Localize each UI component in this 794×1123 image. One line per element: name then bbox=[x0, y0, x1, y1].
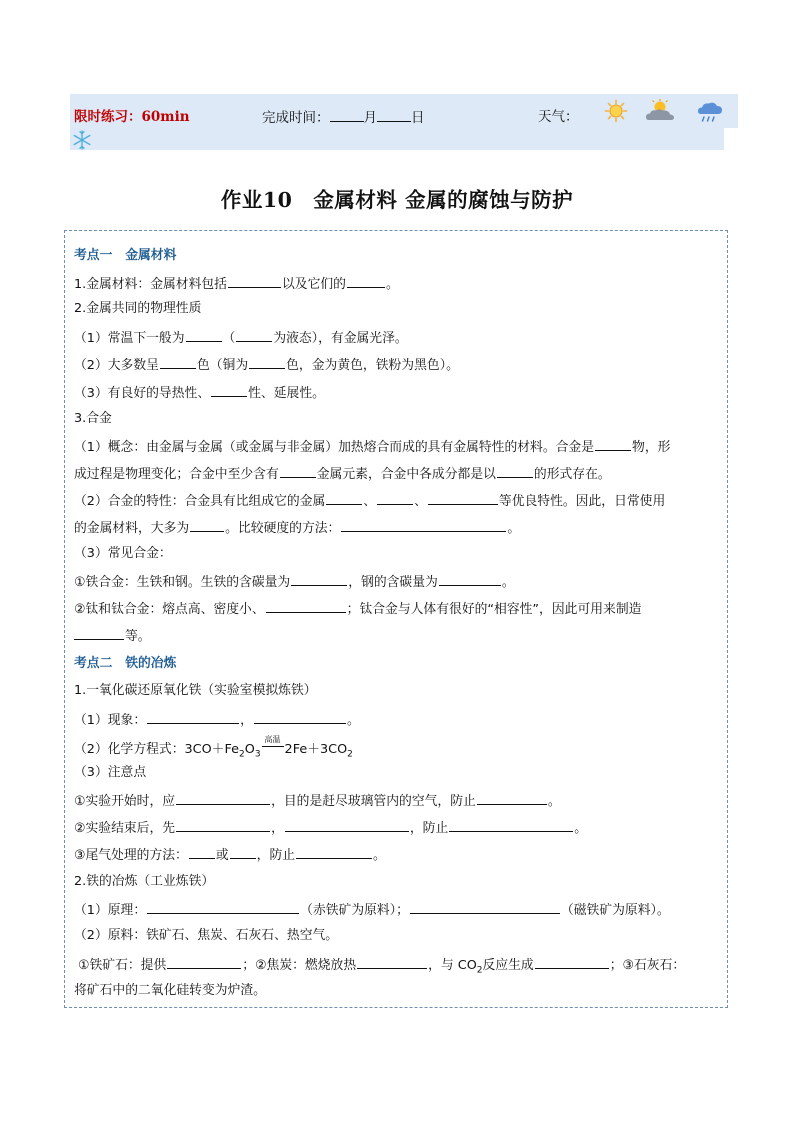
month-label: 月 bbox=[363, 110, 377, 126]
s1-line-10 bbox=[74, 518, 520, 538]
answer-blank[interactable] bbox=[249, 355, 285, 369]
s2-line-5 bbox=[74, 791, 561, 811]
answer-blank[interactable] bbox=[377, 491, 413, 505]
s1-line-12 bbox=[74, 572, 515, 592]
text: ②实验结束后，先 bbox=[74, 821, 176, 836]
text: （磁铁矿为原料）。 bbox=[560, 903, 670, 918]
text: 。 bbox=[507, 521, 521, 536]
answer-blank[interactable] bbox=[449, 818, 573, 832]
text: 。 bbox=[373, 848, 386, 863]
answer-blank[interactable] bbox=[190, 518, 224, 532]
text: 。 bbox=[385, 277, 399, 292]
text: ，与 CO bbox=[428, 958, 477, 973]
sun-icon bbox=[604, 99, 628, 123]
text: 、 bbox=[414, 494, 427, 509]
text: 反应生成 bbox=[482, 958, 534, 973]
text: （2）大多数呈 bbox=[74, 358, 159, 373]
header-banner-tab bbox=[724, 94, 738, 128]
section-heading-2: 考点二 铁的冶炼 bbox=[74, 656, 177, 671]
s2-line-7 bbox=[74, 845, 386, 865]
answer-blank[interactable] bbox=[189, 845, 215, 859]
s1-line-1 bbox=[74, 274, 399, 294]
text: 。 bbox=[501, 575, 515, 590]
s2-line-6 bbox=[74, 818, 587, 838]
text: 2Fe＋3CO bbox=[284, 742, 348, 757]
s2-line-2 bbox=[74, 710, 360, 730]
snowflake-icon bbox=[72, 130, 92, 150]
text: 。比较硬度的方法： bbox=[225, 521, 341, 536]
text: ；钛合金与人体有很好的“相容性”，因此可用来制造 bbox=[346, 602, 642, 617]
text: ①实验开始时，应 bbox=[74, 794, 176, 809]
answer-blank[interactable] bbox=[595, 437, 631, 451]
finish-time bbox=[262, 108, 425, 127]
text: 为液态），有金属光泽。 bbox=[273, 331, 408, 346]
subscript: 2 bbox=[476, 965, 483, 976]
text: 等。 bbox=[125, 629, 151, 644]
s1-line-14 bbox=[74, 626, 151, 646]
text: 的金属材料，大多为 bbox=[74, 521, 190, 536]
text: ；②焦炭：燃烧放热 bbox=[242, 958, 357, 973]
s2-line-3-equation bbox=[74, 737, 353, 759]
answer-blank[interactable] bbox=[357, 955, 427, 969]
s2-line-12: 将矿石中的二氧化硅转变为炉渣。 bbox=[74, 983, 266, 998]
answer-blank[interactable] bbox=[291, 572, 347, 586]
s1-line-3 bbox=[74, 328, 408, 348]
s2-line-4: （3）注意点 bbox=[74, 765, 147, 780]
s1-line-13 bbox=[74, 599, 641, 619]
text: ③尾气处理的方法： bbox=[74, 848, 188, 863]
s1-line-11: （3）常见合金： bbox=[74, 546, 172, 561]
text: ， bbox=[240, 713, 253, 728]
text: ，防止 bbox=[409, 821, 449, 836]
text: （2）合金的特性：合金具有比组成它的金属 bbox=[74, 494, 326, 509]
text: 色，金为黄色，铁粉为黑色）。 bbox=[286, 358, 459, 373]
answer-blank[interactable] bbox=[230, 845, 256, 859]
rain-cloud-icon bbox=[697, 99, 723, 125]
answer-blank[interactable] bbox=[341, 518, 506, 532]
answer-blank[interactable] bbox=[167, 955, 241, 969]
answer-blank[interactable] bbox=[236, 328, 272, 342]
s2-line-10: （2）原料：铁矿石、焦炭、石灰石、热空气。 bbox=[74, 928, 339, 943]
section-heading-1: 考点一 金属材料 bbox=[74, 248, 177, 263]
reaction-condition: 高温 bbox=[264, 735, 281, 744]
text: 。 bbox=[574, 821, 588, 836]
s1-line-6: 3.合金 bbox=[74, 411, 112, 426]
page-title: 作业10 金属材料 金属的腐蚀与防护 bbox=[220, 188, 574, 212]
answer-blank[interactable] bbox=[296, 845, 372, 859]
answer-blank[interactable] bbox=[186, 328, 222, 342]
answer-blank[interactable] bbox=[326, 491, 362, 505]
answer-blank[interactable] bbox=[160, 355, 196, 369]
text: 色（铜为 bbox=[196, 358, 249, 373]
reaction-condition-arrow bbox=[262, 737, 284, 753]
text: ①铁矿石：提供 bbox=[78, 958, 167, 973]
s2-line-1: 1.一氧化碳还原氧化铁（实验室模拟炼铁） bbox=[74, 683, 317, 698]
text: （ bbox=[222, 331, 236, 346]
day-blank bbox=[377, 108, 411, 122]
answer-blank[interactable] bbox=[347, 274, 385, 288]
text: 。 bbox=[547, 794, 561, 809]
answer-blank[interactable] bbox=[74, 626, 124, 640]
subscript: 2 bbox=[239, 749, 245, 760]
text: ，防止 bbox=[256, 848, 296, 863]
s2-line-8: 2.铁的冶炼（工业炼铁） bbox=[74, 874, 215, 889]
answer-blank[interactable] bbox=[535, 955, 609, 969]
text: （3）有良好的导热性、 bbox=[74, 386, 211, 401]
s1-line-9 bbox=[74, 491, 665, 511]
s1-line-5 bbox=[74, 383, 325, 403]
text: 性、延展性。 bbox=[248, 386, 325, 401]
text: 或 bbox=[215, 848, 229, 863]
s2-line-11 bbox=[78, 955, 685, 975]
answer-blank[interactable] bbox=[254, 710, 346, 724]
text: 金属元素，合金中各成分都是以 bbox=[316, 467, 496, 482]
subscript: 3 bbox=[254, 749, 261, 760]
answer-blank[interactable] bbox=[280, 464, 316, 478]
text: 物，形 bbox=[632, 440, 671, 455]
answer-blank[interactable] bbox=[147, 900, 299, 914]
answer-blank[interactable] bbox=[266, 599, 346, 613]
answer-blank[interactable] bbox=[211, 383, 247, 397]
text: ②钛和钛合金：熔点高、密度小、 bbox=[74, 602, 265, 617]
answer-blank[interactable] bbox=[147, 710, 239, 724]
subscript: 2 bbox=[347, 749, 353, 760]
text: ①铁合金：生铁和钢。生铁的含碳量为 bbox=[74, 575, 291, 590]
finish-label: 完成时间： bbox=[262, 110, 330, 126]
text: ， bbox=[271, 821, 284, 836]
s2-line-9 bbox=[74, 900, 670, 920]
answer-blank[interactable] bbox=[439, 572, 501, 586]
s1-line-2: 2.金属共同的物理性质 bbox=[74, 301, 202, 316]
answer-blank[interactable] bbox=[176, 818, 270, 832]
text: 。 bbox=[346, 713, 360, 728]
answer-blank[interactable] bbox=[428, 491, 498, 505]
text: 、 bbox=[363, 494, 377, 509]
text: 成过程是物理变化；合金中至少含有 bbox=[74, 467, 279, 482]
text: ；③石灰石： bbox=[609, 958, 686, 973]
text: （1）原理： bbox=[74, 903, 147, 918]
text: （2）化学方程式：3CO＋Fe bbox=[74, 742, 239, 757]
text: 1.金属材料：金属材料包括 bbox=[74, 277, 227, 292]
text: （1）现象： bbox=[74, 713, 147, 728]
answer-blank[interactable] bbox=[176, 791, 270, 805]
weather-label: 天气： bbox=[538, 109, 579, 125]
text: 以及它们的 bbox=[281, 277, 346, 292]
text: 等优良特性。因此，日常使用 bbox=[498, 494, 666, 509]
partly-cloudy-icon bbox=[645, 99, 675, 123]
answer-blank[interactable] bbox=[477, 791, 547, 805]
text: （赤铁矿为原料）； bbox=[300, 903, 409, 918]
month-blank bbox=[330, 108, 364, 122]
answer-blank[interactable] bbox=[497, 464, 533, 478]
s1-line-7 bbox=[74, 437, 670, 457]
text: ，钢的含碳量为 bbox=[348, 575, 438, 590]
answer-blank[interactable] bbox=[285, 818, 409, 832]
day-label: 日 bbox=[411, 110, 425, 126]
text: ，目的是赶尽玻璃管内的空气，防止 bbox=[271, 794, 476, 809]
s1-line-8 bbox=[74, 464, 611, 484]
s1-line-4 bbox=[74, 355, 459, 375]
answer-blank[interactable] bbox=[228, 274, 281, 288]
text: （1）常温下一般为 bbox=[74, 331, 185, 346]
text: （1）概念：由金属与金属（或金属与非金属）加热熔合而成的具有金属特性的材料。合金是 bbox=[74, 440, 595, 455]
time-limit: 限时练习：60min bbox=[74, 109, 190, 125]
text: O bbox=[244, 742, 255, 757]
text: 的形式存在。 bbox=[533, 467, 611, 482]
answer-blank[interactable] bbox=[410, 900, 560, 914]
